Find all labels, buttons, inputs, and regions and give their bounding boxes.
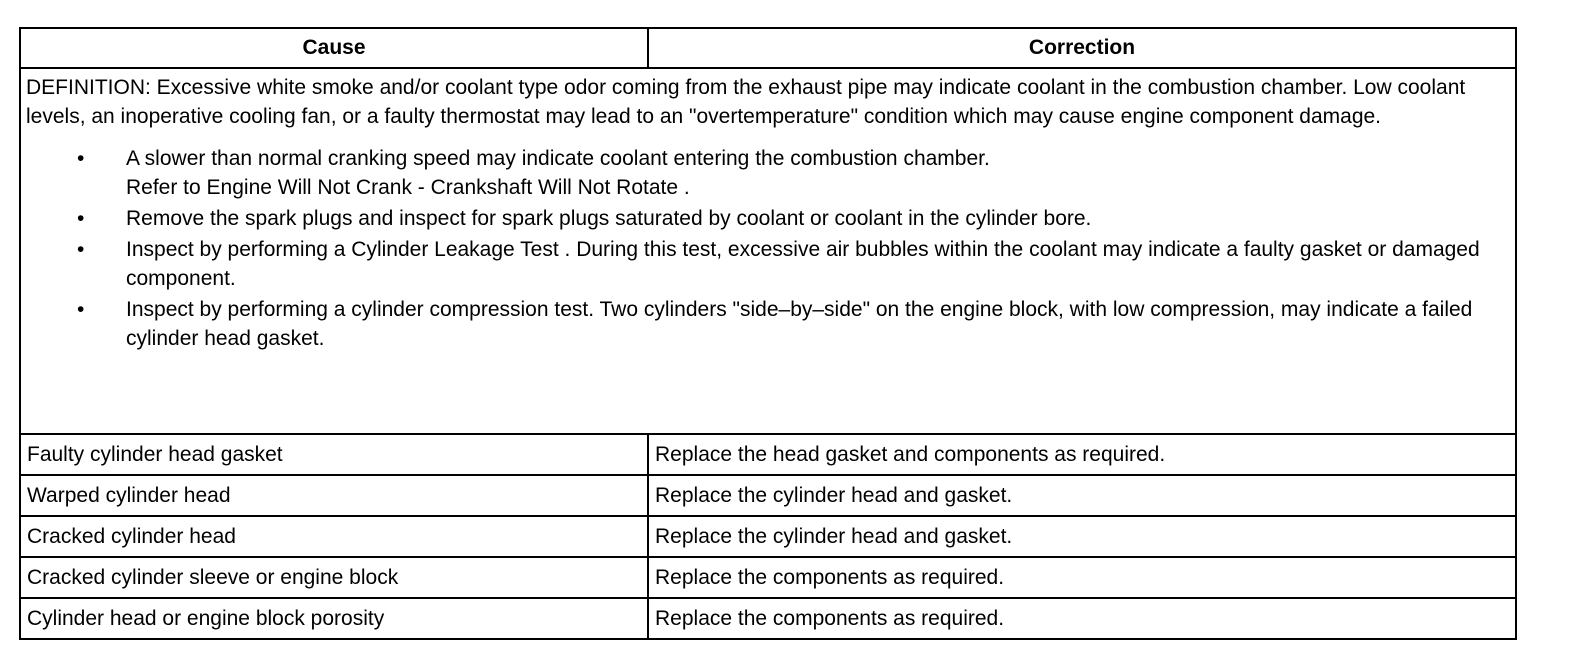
cause-cell: Warped cylinder head — [20, 475, 648, 516]
correction-cell: Replace the head gasket and components as required. — [648, 434, 1516, 475]
list-item — [26, 235, 1507, 293]
correction-cell: Replace the cylinder head and gasket. — [648, 475, 1516, 516]
correction-cell: Replace the cylinder head and gasket. — [648, 516, 1516, 557]
bullet-icon: • — [77, 147, 85, 170]
table-row — [20, 516, 1516, 557]
list-item-text: A slower than normal cranking speed may indicate coolant entering the combustion chamber. — [126, 147, 990, 170]
definition-cell — [20, 68, 1516, 434]
correction-cell: Replace the components as required. — [648, 598, 1516, 639]
table-row — [20, 475, 1516, 516]
list-item — [26, 295, 1507, 353]
cause-cell: Cracked cylinder sleeve or engine block — [20, 557, 648, 598]
bullet-icon: • — [77, 238, 85, 261]
list-item-text: Remove the spark plugs and inspect for spark plugs saturated by coolant or coolant in the cylinder bore. — [126, 207, 1092, 230]
diagnosis-table — [19, 27, 1517, 640]
list-item-text: Inspect by performing a Cylinder Leakage Test . During this test, excessive air bubbles within the coolant may indicate a faulty gasket or damaged component. — [126, 238, 1480, 290]
definition-text: DEFINITION: Excessive white smoke and/or coolant type odor coming from the exhaust pipe may indicate coolant in the combustion chamber. Low coolant levels, an inoperative cooling fan, or a faulty thermostat may lead to an "overtemperature" condition which may cause engine component damage. — [26, 76, 1466, 128]
cause-cell: Cracked cylinder head — [20, 516, 648, 557]
list-item — [26, 144, 1507, 202]
correction-cell: Replace the components as required. — [648, 557, 1516, 598]
correction-header: Correction — [648, 28, 1516, 68]
definition-row — [20, 68, 1516, 434]
diagnosis-table-container — [19, 27, 1517, 640]
table-row — [20, 598, 1516, 639]
procedure-list — [26, 144, 1507, 353]
list-item-text: Inspect by performing a cylinder compression test. Two cylinders "side–by–side" on the engine block, with low compression, may indicate a failed cylinder head gasket. — [126, 298, 1473, 350]
cause-cell: Faulty cylinder head gasket — [20, 434, 648, 475]
bullet-icon: • — [77, 298, 85, 321]
header-row — [20, 28, 1516, 68]
table-row — [20, 434, 1516, 475]
list-item — [26, 204, 1507, 233]
bullet-icon: • — [77, 207, 85, 230]
table-row — [20, 557, 1516, 598]
cause-header: Cause — [20, 28, 648, 68]
list-item-reference: Refer to Engine Will Not Crank - Crankshaft Will Not Rotate . — [126, 176, 690, 199]
cause-cell: Cylinder head or engine block porosity — [20, 598, 648, 639]
